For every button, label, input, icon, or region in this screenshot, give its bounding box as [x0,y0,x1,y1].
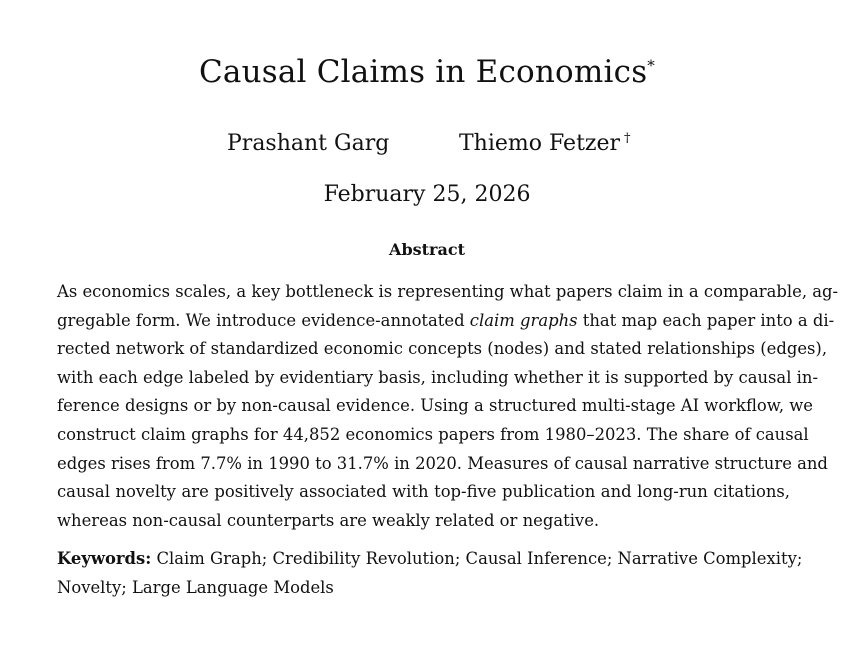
author-list [0,127,854,161]
abstract-emphasis: claim graphs [469,310,578,330]
abstract-line: with each edge labeled by evidentiary basis, including whether it is supported by causal in- [57,367,818,387]
abstract-text: gregable form. We introduce evidence-annotated [57,310,470,330]
abstract-line: construct claim graphs for 44,852 economics papers from 1980–2023. The share of causal [57,424,809,444]
author-name-text: Prashant Garg [227,131,390,156]
author-name [227,127,389,161]
keywords-line [57,545,803,574]
author-name-text: Thiemo Fetzer [459,131,621,156]
abstract-line: edges rises from 7.7% in 1990 to 31.7% in 2020. Measures of causal narrative structure and [57,453,828,473]
keywords-block [57,545,803,602]
keywords-line: Novelty; Large Language Models [57,577,334,597]
keywords-label: Keywords: [57,549,152,568]
author-footnote-mark: † [624,130,631,146]
abstract-body [57,278,839,535]
abstract-line: As economics scales, a key bottleneck is representing what papers claim in a comparable, ag- [57,282,839,301]
paper-date: February 25, 2026 [323,182,531,207]
paper-title [0,52,854,92]
title-footnote-mark: * [647,56,655,75]
author-name [459,127,631,161]
paper-title-text: Causal Claims in Economics [198,54,648,90]
keywords-text: Claim Graph; Credibility Revolution; Causal Inference; Narrative Complexity; [151,549,803,568]
abstract-line: causal novelty are positively associated with top-five publication and long-run citations, [57,482,790,502]
abstract-heading: Abstract [389,240,465,259]
abstract-line: ference designs or by non-causal evidence. Using a structured multi-stage AI workflow, we [57,396,814,416]
abstract-line [57,307,835,336]
abstract-text: that map each paper into a di- [577,310,835,330]
abstract-line: whereas non-causal counterparts are weakly related or negative. [57,510,600,530]
abstract-line: rected network of standardized economic concepts (nodes) and stated relationships (edges), [57,339,828,359]
